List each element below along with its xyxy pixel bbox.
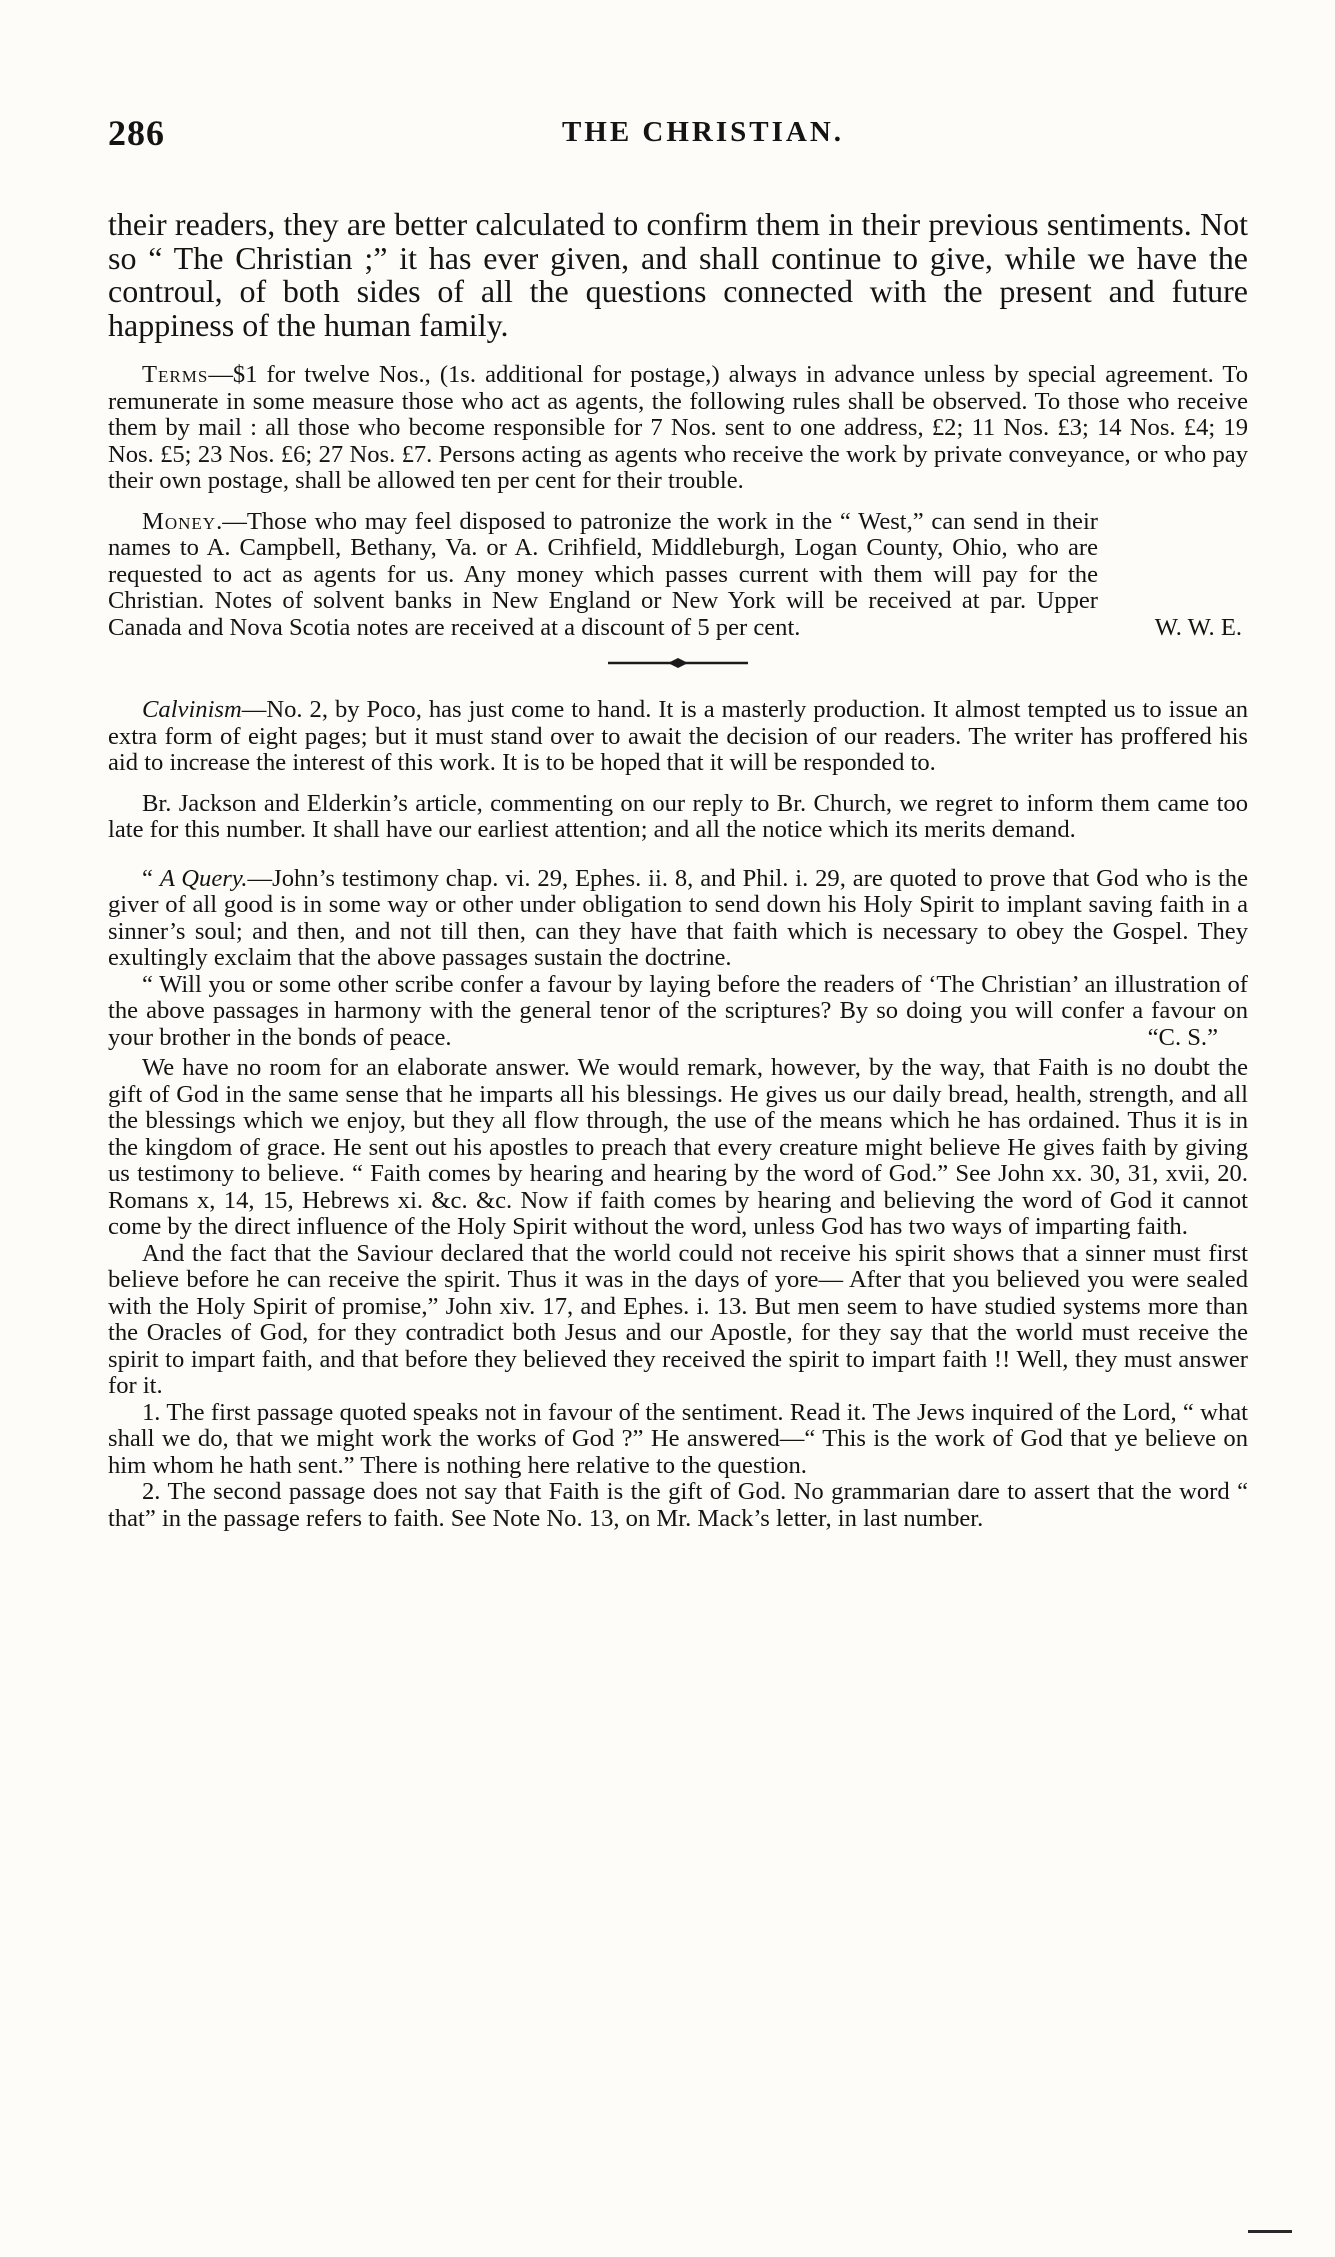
money-paragraph xyxy=(108,509,1248,642)
query-request-text: “ Will you or some other scribe confer a favour by laying before the readers of ‘The Christian’ an illustration of the above passages in harmony with the general tenor of the scriptures? By so doing you will confer a favour on your brother in the bonds of peace. xyxy=(108,970,1248,1051)
query-request xyxy=(108,972,1248,1052)
terms-paragraph xyxy=(108,362,1248,495)
divider-diamond xyxy=(668,658,688,668)
corner-rule xyxy=(1248,2230,1292,2233)
query-signature: “C. S.” xyxy=(1147,1023,1218,1051)
editor-signature: W. W. E. xyxy=(1154,613,1242,641)
section-divider xyxy=(108,651,1248,675)
lead-paragraph: their readers, they are better calculated to confirm them in their previous sentiments. Not so “ The Christian ;” it has ever given, and shall continue to give, while we have the controul, of both sides of all the questions connected with the present and future happiness of the human family. xyxy=(108,206,1248,343)
article-body xyxy=(108,208,1248,1532)
answer-paragraph-4: 2. The second passage does not say that Faith is the gift of God. No grammarian dare to assert that the word “ that” in the passage refers to faith. See Note No. 13, on Mr. Mack’s letter, in last number. xyxy=(108,1478,1248,1532)
calvinism-title: Calvinism xyxy=(142,696,242,723)
terms-text: —$1 for twelve Nos., (1s. additional for postage,) always in advance unless by special agreement. To remunerate in some measure those who act as agents, the following rules shall be observed. To those who receive them by mail : all those who become responsible for 7 Nos. sent to one address, £2; 11 Nos. £3; 14 Nos. £4; 19 Nos. £5; 23 Nos. £6; 27 Nos. £7. Persons acting as agents who receive the work by private conveyance, or who pay their own postage, shall be allowed ten per cent for their trouble. xyxy=(108,361,1248,494)
running-title: THE CHRISTIAN. xyxy=(561,116,845,148)
answer-paragraph-3: 1. The first passage quoted speaks not in favour of the sentiment. Read it. The Jews inquired of the Lord, “ what shall we do, that we might work the works of God ?” He answered—“ This is the work of God that ye believe on him whom he hath sent.” There is nothing here relative to the question. xyxy=(108,1398,1248,1479)
answer-paragraph-1: We have no room for an elaborate answer. We would remark, however, by the way, that Faith is no doubt the gift of God in the same sense that he imparts all his blessings. He gives us our daily bread, health, strength, and all the blessings which we enjoy, but they all flow through, the use of the means which he has ordained. Thus it is in the kingdom of grace. He sent out his apostles to preach that every creature might believe He gives faith by giving us testimony to believe. “ Faith comes by hearing and hearing by the word of God.” See John xx. 30, 31, xvii, 20. Romans x, 14, 15, Hebrews xi. &c. &c. Now if faith comes by hearing and believing the word of God it cannot come by the direct influence of the Holy Spirit without the word, unless God has two ways of imparting faith. xyxy=(108,1054,1248,1240)
query-title: A Query. xyxy=(159,864,248,892)
calvinism-text: —No. 2, by Poco, has just come to hand. It is a masterly production. It almost tempted us to issue an extra form of eight pages; but it must stand over to await the decision of our readers. The writer has proffered his aid to increase the interest of this work. It is to be hoped that it will be responded to. xyxy=(108,696,1248,776)
jackson-note: Br. Jackson and Elderkin’s article, commenting on our reply to Br. Church, we regret to inform them came too late for this number. It shall have our earliest attention; and all the notice which its merits demand. xyxy=(108,789,1248,843)
page-number: 286 xyxy=(108,113,165,153)
money-label: Money xyxy=(142,507,217,535)
answer-paragraph-2: And the fact that the Saviour declared that the world could not receive his spirit shows that a sinner must first believe before he can receive the spirit. Thus it was in the days of yore— After that you believed you were sealed with the Holy Spirit of promise,” John xiv. 17, and Ephes. i. 13. But men seem to have studied systems more than the Oracles of God, for they contradict both Jesus and our Apostle, for they say that the world must receive the spirit to impart faith, and that before they believed they received the spirit to impart faith !! Well, they must answer for it. xyxy=(108,1239,1248,1399)
money-text: .—Those who may feel disposed to patronize the work in the “ West,” can send in their names to A. Campbell, Bethany, Va. or A. Crihfield, Middleburgh, Logan County, Ohio, who are requested to act as agents for us. Any money which passes current with them will pay for the Christian. Notes of solvent banks in New England or New York will be received at par. Upper Canada and Nova Scotia notes are received at a discount of 5 per cent. xyxy=(108,507,1098,641)
calvinism-paragraph xyxy=(108,697,1248,777)
terms-label: Terms xyxy=(142,361,209,388)
page-header xyxy=(108,112,1258,162)
query-paragraph: “ A Query.—John’s testimony chap. vi. 29, Ephes. ii. 8, and Phil. i. 29, are quoted to prove that God who is the giver of all good is in some way or other under obligation to send down his Holy Spirit to implant saving faith in a sinner’s soul; and then, and not till then, can they have that faith which is necessary to obey the Gospel. They exultingly exclaim that the above passages sustain the doctrine. xyxy=(108,864,1248,971)
query-text: —John’s testimony chap. vi. 29, Ephes. ii. 8, and Phil. i. 29, are quoted to prove that God who is the giver of all good is in some way or other under obligation to send down his Holy Spirit to implant saving faith in a sinner’s soul; and then, and not till then, can they have that faith which is necessary to obey the Gospel. They exultingly exclaim that the above passages sustain the doctrine. xyxy=(108,864,1248,971)
